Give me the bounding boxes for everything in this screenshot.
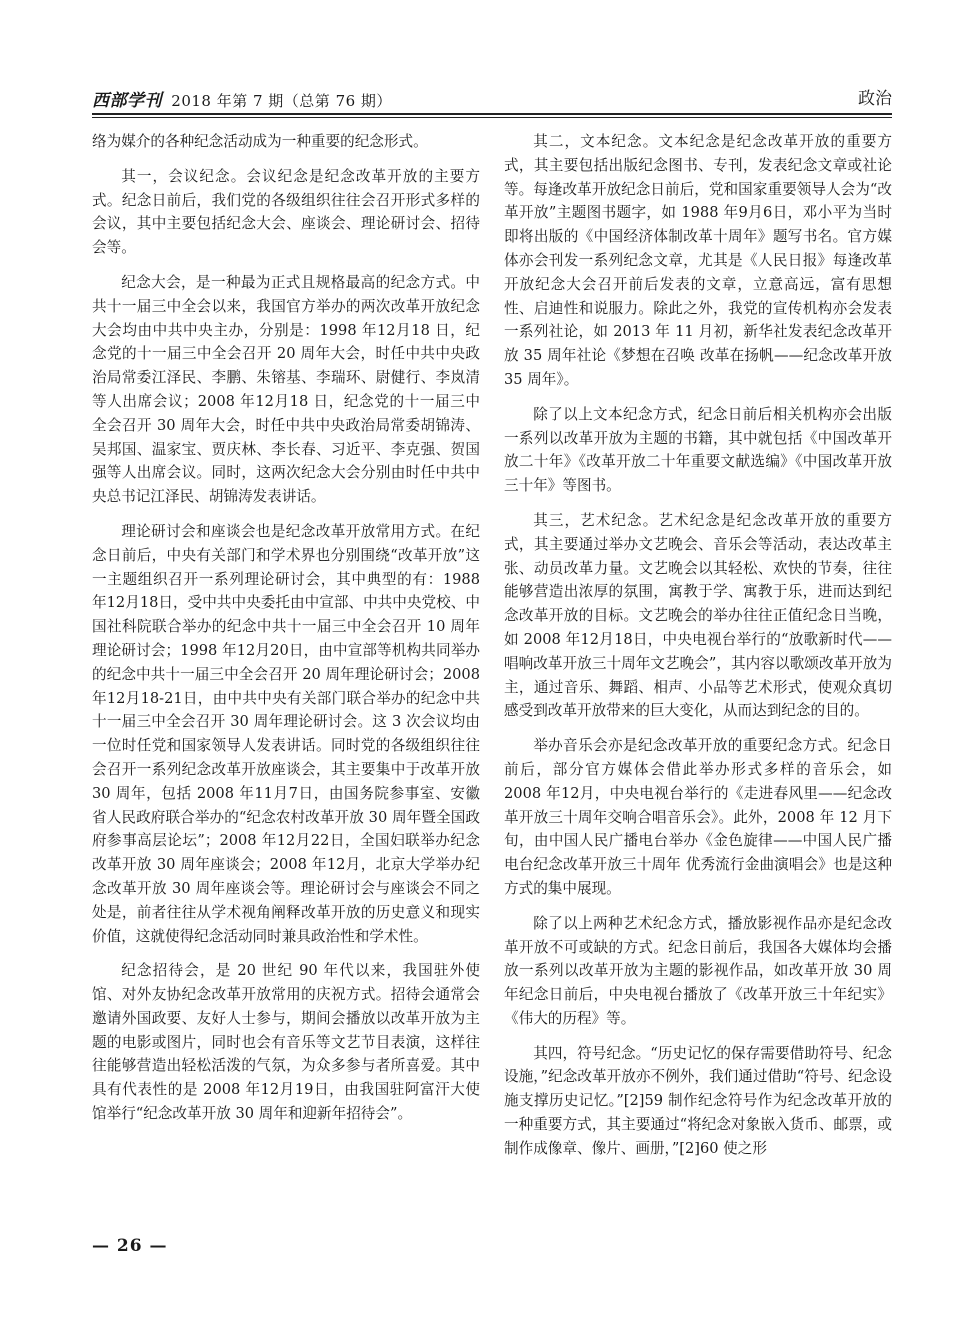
right-column bbox=[504, 130, 892, 1161]
paragraph: 除了以上文本纪念方式，纪念日前后相关机构亦会出版一系列以改革开放为主题的书籍，其中就包括《中国改革开放二十年》《改革开放二十年重要文献选编》《中国改革开放三十年》等图书。 bbox=[504, 405, 892, 495]
paragraph: 络为媒介的各种纪念活动成为一种重要的纪念形式。 bbox=[92, 133, 428, 150]
running-header bbox=[92, 86, 892, 112]
journal-info bbox=[92, 86, 392, 111]
paragraph: 理论研讨会和座谈会也是纪念改革开放常用方式。在纪念日前后，中央有关部门和学术界也分别围绕“改革开放”这一主题组织召开一系列理论研讨会，其中典型的有：1988 年12月18日，受中共中央委托由中宣部、中共中央党校、中国社科院联合举办的纪念中共十一届三中全会召开 10 周年理论研讨会；1998 年12月20日，由中宣部等机构共同举办的纪念中共十一届三中全会召开 20 周年理论研讨会；2008 年12月18-21日，由中共中央有关部门联合举办的纪念中共十一届三中全会召开 30 周年理论研讨会。这 3 次会议均由一位时任党和国家领导人发表讲话。同时党的各级组织往往会召开一系列纪念改革开放座谈会，其主要集中于改革开放 30 周年，包括 2008 年11月7日，由国务院参事室、安徽省人民政府联合举办的“纪念农村改革开放 30 周年暨全国政府参事高层论坛”；2008 年12月22日，全国妇联举办纪念改革开放 30 周年座谈会；2008 年12月，北京大学举办纪念改革开放 30 周年座谈会等。理论研讨会与座谈会不同之处是，前者往往从学术视角阐释改革开放的历史意义和现实价值，这就使得纪念活动同时兼具政治性和学术性。 bbox=[92, 522, 480, 945]
issue-info: 2018 年第 7 期（总第 76 期） bbox=[171, 92, 392, 110]
paragraph: 举办音乐会亦是纪念改革开放的重要纪念方式。纪念日前后，部分官方媒体会借此举办形式多样的音乐会，如 2008 年12月，中央电视台举行的《走进春风里——纪念改革开放三十周年交响合唱音乐会》。此外，2008 年 12 月下旬，由中国人民广播电台举办《金色旋律——中国人民广播电台纪念改革开放三十周年 优秀流行金曲演唱会》也是这种方式的集中展现。 bbox=[504, 737, 892, 897]
paragraph: 纪念招待会，是 20 世纪 90 年代以来，我国驻外使馆、对外友协纪念改革开放常用的庆祝方式。招待会通常会邀请外国政要、友好人士参与，期间会播放以改革开放为主题的电影或图片，同时也会有音乐等文艺节目表演，这样往往能够营造出轻松活泼的气氛，为众多参与者所喜爱。其中具有代表性的是 2008 年12月19日，由我国驻阿富汗大使馆举行“纪念改革开放 30 周年和迎新年招待会”。 bbox=[92, 962, 480, 1123]
paragraph: 其三，艺术纪念。艺术纪念是纪念改革开放的重要方式，其主要通过举办文艺晚会、音乐会等活动，表达改革主张、动员改革力量。文艺晚会以其轻松、欢快的节奏，往往能够营造出浓厚的氛围，寓教于学、寓教于乐，进而达到纪念改革开放的目标。文艺晚会的举办往往正值纪念日当晚，如 2008 年12月18日，中央电视台举行的“放歌新时代——唱响改革开放三十周年文艺晚会”，其内容以歌颂改革开放为主，通过音乐、舞蹈、相声、小品等艺术形式，使观众真切感受到改革开放带来的巨大变化，从而达到纪念的目的。 bbox=[504, 511, 892, 720]
page-number: — 26 — bbox=[92, 1236, 168, 1256]
left-column bbox=[92, 130, 480, 1126]
paragraph: 其二，文本纪念。文本纪念是纪念改革开放的重要方式，其主要包括出版纪念图书、专刊，发表纪念文章或社论等。每逢改革开放纪念日前后，党和国家重要领导人会为“改革开放”主题图书题字，如 1988 年9月6日，邓小平为当时即将出版的《中国经济体制改革十周年》题写书名。官方媒体亦会刊发一系列纪念文章，尤其是《人民日报》每逢改革开放纪念大会召开前后发表的文章，立意高远，富有思想性、启迪性和说服力。除此之外，我党的宣传机构亦会发表一系列社论，如 2013 年 11 月初，新华社发表纪念改革开放 35 周年社论《梦想在召唤 改革在扬帆——纪念改革开放 35 周年》。 bbox=[504, 133, 892, 388]
header-rule bbox=[92, 113, 892, 115]
journal-logo: 西部学刊 bbox=[92, 91, 162, 111]
header-rule-thin bbox=[92, 117, 892, 118]
paragraph: 除了以上两种艺术纪念方式，播放影视作品亦是纪念改革开放不可或缺的方式。纪念日前后，我国各大媒体均会播放一系列以改革开放为主题的影视作品，如改革开放 30 周年纪念日前后，中央电视台播放了《改革开放三十年纪实》《伟大的历程》等。 bbox=[504, 914, 892, 1027]
section-label: 政治 bbox=[858, 89, 892, 109]
paragraph: 其四，符号纪念。“历史记忆的保存需要借助符号、纪念设施，”纪念改革开放亦不例外，我们通过借助“符号、纪念设施支撑历史记忆。”[2]59 制作纪念符号作为纪念改革开放的一种重要方式，其主要通过“将纪念对象嵌入货币、邮票，或制作成像章、像片、画册，”[2]60 使之形 bbox=[504, 1044, 892, 1157]
paragraph: 其一，会议纪念。会议纪念是纪念改革开放的主要方式。纪念日前后，我们党的各级组织往往会召开形式多样的会议，其中主要包括纪念大会、座谈会、理论研讨会、招待会等。 bbox=[92, 167, 480, 257]
paragraph: 纪念大会，是一种最为正式且规格最高的纪念方式。中共十一届三中全会以来，我国官方举办的两次改革开放纪念大会均由中共中央主办，分别是：1998 年12月18 日，纪念党的十一届三中全会召开 20 周年大会，时任中共中央政治局常委江泽民、李鹏、朱镕基、李瑞环、尉健行、李岚清等人出席会议；2008 年12月18 日，纪念党的十一届三中全会召开 30 周年大会，时任中共中央政治局常委胡锦涛、吴邦国、温家宝、贾庆林、李长春、习近平、李克强、贺国强等人出席会议。同时，这两次纪念大会分别由时任中共中央总书记江泽民、胡锦涛发表讲话。 bbox=[92, 273, 480, 506]
